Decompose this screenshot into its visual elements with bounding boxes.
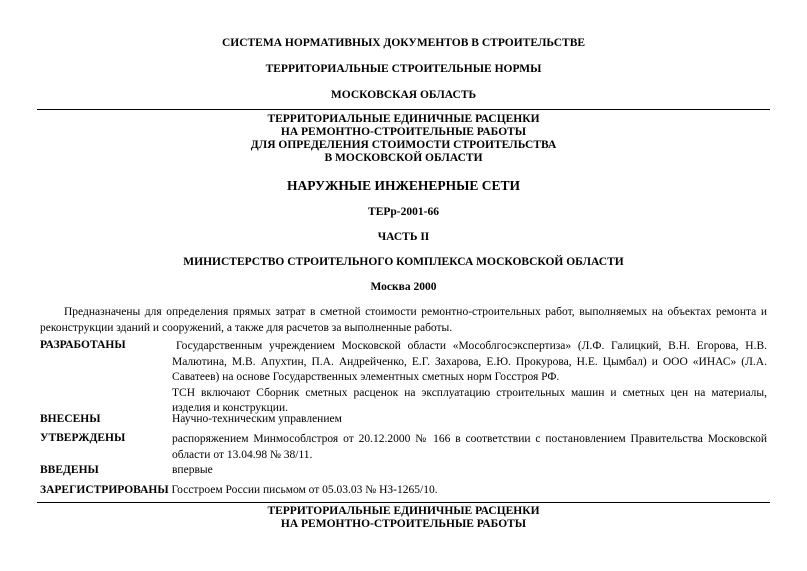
developed-label: РАЗРАБОТАНЫ — [40, 339, 126, 351]
document-code: ТЕРр-2001-66 — [368, 206, 439, 218]
title-line: НА РЕМОНТНО-СТРОИТЕЛЬНЫЕ РАБОТЫ — [280, 126, 527, 138]
divider-top — [37, 109, 770, 110]
registered-row — [40, 484, 438, 496]
introduced-value: Научно-техническим управлением — [172, 413, 342, 425]
footer-title-line: НА РЕМОНТНО-СТРОИТЕЛЬНЫЕ РАБОТЫ — [280, 518, 527, 530]
ministry-name: МИНИСТЕРСТВО СТРОИТЕЛЬНОГО КОМПЛЕКСА МОСКОВСКОЙ ОБЛАСТИ — [183, 256, 624, 268]
title-line: ТЕРРИТОРИАЛЬНЫЕ ЕДИНИЧНЫЕ РАСЦЕНКИ — [267, 113, 540, 125]
developed-text: Государственным учреждением Московской области «Мособлгосэкспертиза» (Л.Ф. Галицкий, В.Н. Егорова, Н.В. Малютина, М.В. Апухтин, П.А. Андрейченко, Е.Г. Захарова, Е.Ю. Прокурова, Н.Е. Цымбал) и ООО «ИНАС» (Л.А. Саватеев) на основе Государственных элементных сметных норм Госстроя РФ. — [172, 340, 767, 383]
footer-title — [37, 505, 770, 531]
part-number: ЧАСТЬ II — [377, 231, 430, 243]
system-heading: СИСТЕМА НОРМАТИВНЫХ ДОКУМЕНТОВ В СТРОИТЕЛЬСТВЕ — [221, 37, 586, 49]
divider-bottom — [37, 502, 770, 503]
title-line: ДЛЯ ОПРЕДЕЛЕНИЯ СТОИМОСТИ СТРОИТЕЛЬСТВА — [250, 139, 557, 151]
registered-label: ЗАРЕГИСТРИРОВАНЫ — [40, 484, 169, 496]
enacted-label: ВВЕДЕНЫ — [40, 464, 99, 476]
norms-heading: ТЕРРИТОРИАЛЬНЫЕ СТРОИТЕЛЬНЫЕ НОРМЫ — [265, 63, 542, 75]
registered-value: Госстроем России письмом от 05.03.03 № НЗ-1265/10. — [171, 484, 438, 496]
title-line: В МОСКОВСКОЙ ОБЛАСТИ — [324, 152, 483, 164]
developed-value — [172, 339, 767, 417]
region-heading: МОСКОВСКАЯ ОБЛАСТЬ — [330, 89, 477, 101]
enacted-value: впервые — [172, 464, 213, 476]
footer-title-line: ТЕРРИТОРИАЛЬНЫЕ ЕДИНИЧНЫЕ РАСЦЕНКИ — [267, 505, 540, 517]
subject-title: НАРУЖНЫЕ ИНЖЕНЕРНЫЕ СЕТИ — [286, 178, 521, 193]
developed-note: ТСН включают Сборник сметных расценок на эксплуатацию строительных машин и сметных цен на материалы, изделия и конструкции. — [172, 386, 767, 414]
title-block — [37, 113, 770, 165]
introduced-label: ВНЕСЕНЫ — [40, 413, 101, 425]
intro-paragraph: Предназначены для определения прямых затрат в сметной стоимости ремонтно-строительных работ, выполняемых на объектах ремонта и реконструкции зданий и сооружений, а также для расчетов за выполненные работы. — [40, 306, 767, 334]
city-year: Москва 2000 — [370, 281, 437, 293]
approved-label: УТВЕРЖДЕНЫ — [40, 432, 126, 444]
approved-value: распоряжением Минмособлстроя от 20.12.2000 № 166 в соответствии с постановлением Правительства Московской области от 13.04.98 № 38/11. — [172, 433, 767, 461]
